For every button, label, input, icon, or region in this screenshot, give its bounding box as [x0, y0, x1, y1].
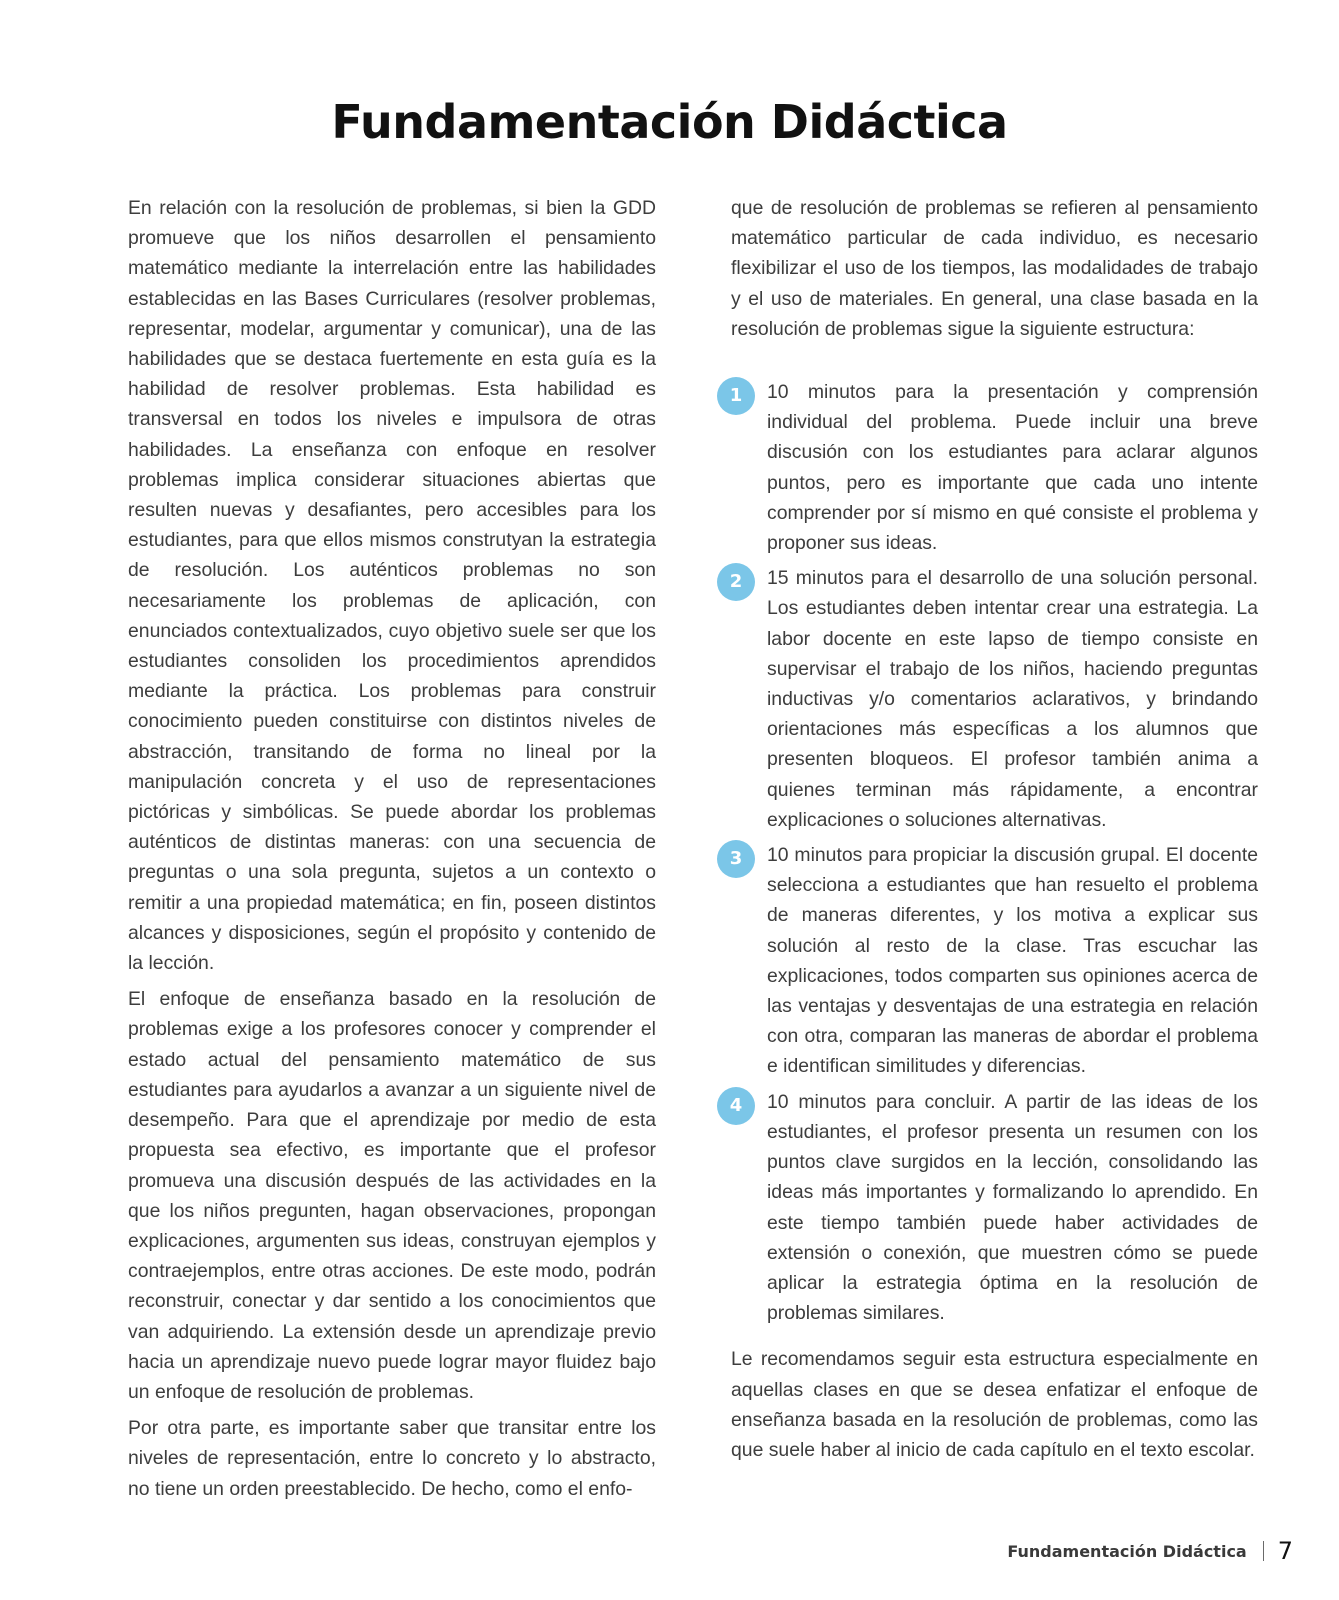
- page-title: Fundamentación Didáctica: [331, 95, 1008, 149]
- paragraph: Por otra parte, es importante saber que transitar entre los niveles de representación, entre lo concreto y lo abstracto, no tiene un orden preestablecido. De hecho, como el enfo-: [128, 1417, 656, 1500]
- step-item: [731, 377, 1258, 558]
- step-number-badge: 4: [717, 1087, 755, 1125]
- footer-divider: [1263, 1541, 1264, 1561]
- page-number: 7: [1277, 1537, 1293, 1565]
- left-column: [128, 193, 656, 1510]
- right-column: [731, 193, 1258, 1471]
- step-text: 10 minutos para propiciar la discusión grupal. El docente selecciona a estudiantes que han resuelto el problema de maneras diferentes, y los motiva a explicar sus solución al resto de la clase. Tras escuchar las explicaciones, todos comparten sus opiniones acerca de las ventajas y desventajas de una estrategia en relación con otra, comparan las maneras de abordar el problema e identifican similitudes y diferencias.: [767, 844, 1258, 1078]
- intro-paragraph: que de resolución de problemas se refieren al pensamiento matemático particular de cada individuo, es necesario flexibilizar el uso de los tiempos, las modalidades de trabajo y el uso de materiales. En general, una clase basada en la resolución de problemas sigue la siguiente estructura:: [731, 197, 1258, 340]
- step-text: 10 minutos para concluir. A partir de las ideas de los estudiantes, el profesor presenta un resumen con los puntos clave surgidos en la lección, consolidando las ideas más importantes y formalizando lo aprendido. En este tiempo también puede haber actividades de extensión o conexión, que muestren cómo se puede aplicar la estrategia óptima en la resolución de problemas similares.: [767, 1090, 1258, 1325]
- closing-paragraph: Le recomendamos seguir esta estructura especialmente en aquellas clases en que se desea enfatizar el enfoque de enseñanza basada en la resolución de problemas, como las que suele haber al inicio de cada capítulo en el texto escolar.: [731, 1348, 1258, 1461]
- step-number-badge: 1: [717, 377, 755, 415]
- step-item: [731, 563, 1258, 835]
- footer-section-title: Fundamentación Didáctica: [1007, 1541, 1247, 1561]
- page-footer: [1007, 1537, 1293, 1565]
- step-number-badge: 3: [717, 840, 755, 878]
- step-text: 10 minutos para la presentación y comprensión individual del problema. Puede incluir una breve discusión con los estudiantes para aclarar algunos puntos, pero es importante que cada uno intente comprender por sí mismo en qué consiste el problema y proponer sus ideas.: [767, 381, 1258, 555]
- step-item: [731, 1087, 1258, 1329]
- class-structure-steps: [731, 377, 1258, 1328]
- step-number-badge: 2: [717, 563, 755, 601]
- step-text: 15 minutos para el desarrollo de una solución personal. Los estudiantes deben intentar crear una estrategia. La labor docente en este lapso de tiempo consiste en supervisar el trabajo de los niños, haciendo preguntas inductivas y/o comentarios aclarativos, y brindando orientaciones más específicas a los alumnos que presenten bloqueos. El profesor también anima a quienes terminan más rápidamente, a encontrar explicaciones o soluciones alternativas.: [767, 567, 1258, 831]
- paragraph: En relación con la resolución de problemas, si bien la GDD promueve que los niños desarrollen el pensamiento matemático mediante la interrelación entre las habilidades establecidas en las Bases Curriculares (resolver problemas, representar, modelar, argumentar y comunicar), una de las habilidades que se destaca fuertemente en esta guía es la habilidad de resolver problemas. Esta habilidad es transversal en todos los niveles e impulsora de otras habilidades. La enseñanza con enfoque en resolver problemas implica considerar situaciones abiertas que resulten nuevas y desafiantes, pero accesibles para los estudiantes, para que ellos mismos construtyan la estrategia de resolución. Los auténticos problemas no son necesariamente los problemas de aplicación, con enunciados contextualizados, cuyo objetivo suele ser que los estudiantes consoliden los procedimientos aprendidos mediante la práctica. Los problemas para construir conocimiento pueden constituirse con distintos niveles de abstracción, transitando de forma no lineal por la manipulación concreta y el uso de representaciones pictóricas y simbólicas. Se puede abordar los problemas auténticos de distintas maneras: con una secuencia de preguntas o una sola pregunta, sujetos a un contexto o remitir a una propiedad matemática; en fin, poseen distintos alcances y disposiciones, según el propósito y contenido de la lección.: [128, 197, 656, 975]
- paragraph: El enfoque de enseñanza basado en la resolución de problemas exige a los profesores conocer y comprender el estado actual del pensamiento matemático de sus estudiantes para ayudarlos a avanzar a un siguiente nivel de desempeño. Para que el aprendizaje por medio de esta propuesta sea efectivo, es importante que el profesor promueva una discusión después de las actividades en la que los niños pregunten, hagan observaciones, propongan explicaciones, argumenten sus ideas, construyan ejemplos y contraejemplos, entre otras acciones. De este modo, podrán reconstruir, conectar y dar sentido a los conocimientos que van adquiriendo. La extensión desde un aprendizaje previo hacia un aprendizaje nuevo puede lograr mayor fluidez bajo un enfoque de resolución de problemas.: [128, 988, 656, 1403]
- step-item: [731, 840, 1258, 1082]
